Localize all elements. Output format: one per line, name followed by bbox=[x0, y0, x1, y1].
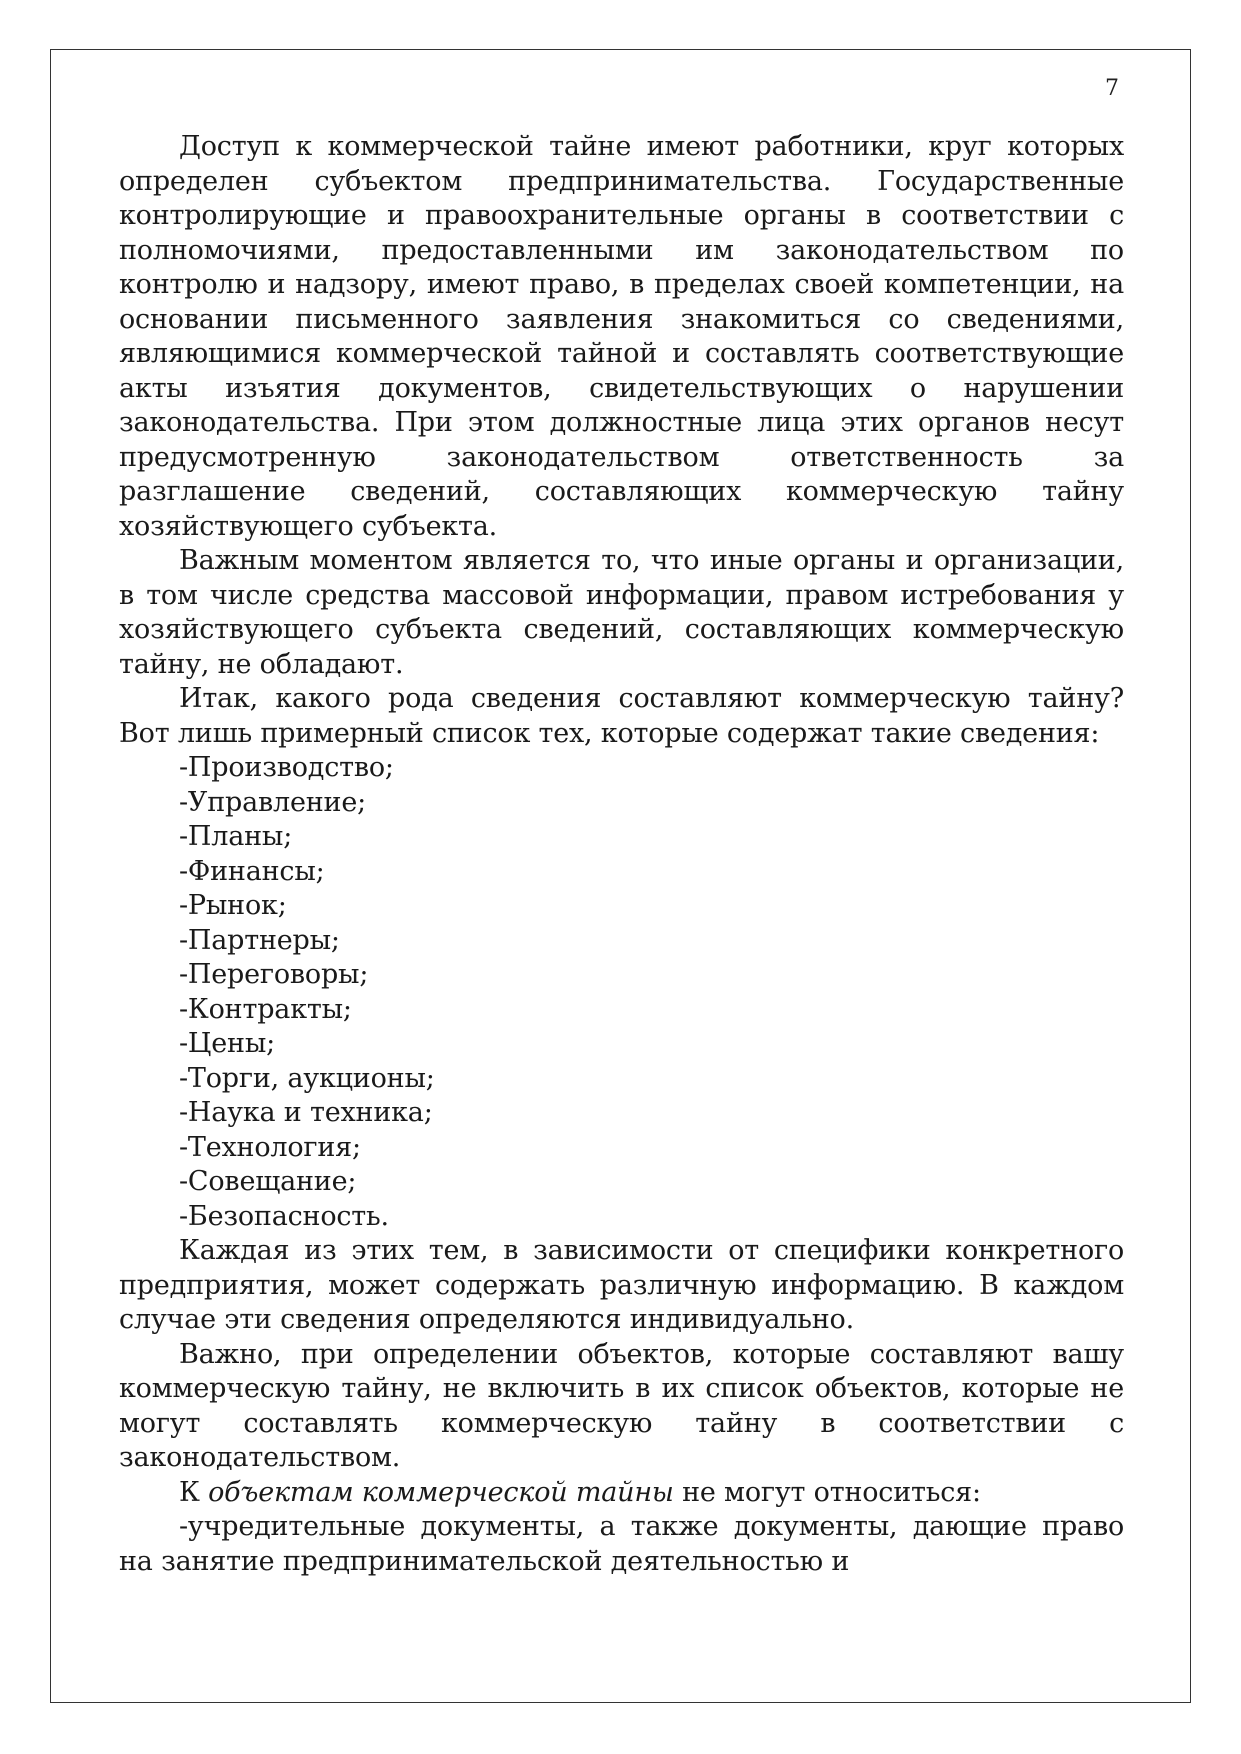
list-item: -Контракты; bbox=[179, 993, 352, 1025]
topics-list bbox=[119, 751, 1124, 1234]
paragraph-founding-documents: -учредительные документы, а также документы, дающие право на занятие предпринимательской деятельностью и bbox=[119, 1511, 1124, 1577]
list-item: -Управление; bbox=[179, 786, 367, 818]
page-number: 7 bbox=[1105, 76, 1119, 101]
document-body bbox=[119, 130, 1124, 1579]
list-item: -Рынок; bbox=[179, 890, 287, 921]
objects-prefix: К bbox=[179, 1476, 209, 1508]
paragraph-each-topic: Каждая из этих тем, в зависимости от специфики конкретного предприятия, может содержать различную информацию. В каждом случае эти сведения определяются индивидуально. bbox=[119, 1235, 1124, 1335]
list-item: -Партнеры; bbox=[179, 924, 340, 956]
list-item: -Наука и техника; bbox=[179, 1097, 433, 1128]
list-item: -Торги, аукционы; bbox=[179, 1062, 435, 1094]
list-item: -Технология; bbox=[179, 1131, 361, 1163]
list-item: -Переговоры; bbox=[179, 959, 369, 990]
list-item: -Безопасность. bbox=[179, 1200, 389, 1232]
paragraph-important-moment: Важным моментом является то, что иные органы и организации, в том числе средства массовой информации, правом истребования у хозяйствующего субъекта сведений, составляющих коммерческую тайну, не обладают. bbox=[119, 545, 1124, 680]
list-item: -Производство; bbox=[179, 752, 394, 783]
list-item: -Совещание; bbox=[179, 1166, 357, 1197]
list-item: -Цены; bbox=[179, 1028, 276, 1059]
objects-italic-term: объектам коммерческой тайны bbox=[208, 1476, 674, 1508]
list-item: -Финансы; bbox=[179, 855, 325, 887]
paragraph-objects-heading bbox=[119, 1476, 1124, 1511]
objects-suffix: не могут относиться: bbox=[673, 1476, 981, 1508]
paragraph-list-intro: Итак, какого рода сведения составляют коммерческую тайну? Вот лишь примерный список тех, которые содержат такие сведения: bbox=[119, 683, 1124, 749]
paragraph-important-objects: Важно, при определении объектов, которые составляют вашу коммерческую тайну, не включить в их список объектов, которые не могут составлять коммерческую тайну в соответствии с законодательством. bbox=[119, 1338, 1124, 1473]
list-item: -Планы; bbox=[179, 821, 293, 852]
paragraph-access: Доступ к коммерческой тайне имеют работники, круг которых определен субъектом предпринимательства. Государственные контролирующие и правоохранительные органы в соответствии с полномочиями, предоставленными им законодательством по контролю и надзору, имеют право, в пределах своей компетенции, на основании письменного заявления знакомиться со сведениями, являющимися коммерческой тайной и составлять соответствующие акты изъятия документов, свидетельствующих о нарушении законодательства. При этом должностные лица этих органов несут предусмотренную законодательством ответственность за разглашение сведений, составляющих коммерческую тайну хозяйствующего субъекта. bbox=[119, 131, 1124, 542]
